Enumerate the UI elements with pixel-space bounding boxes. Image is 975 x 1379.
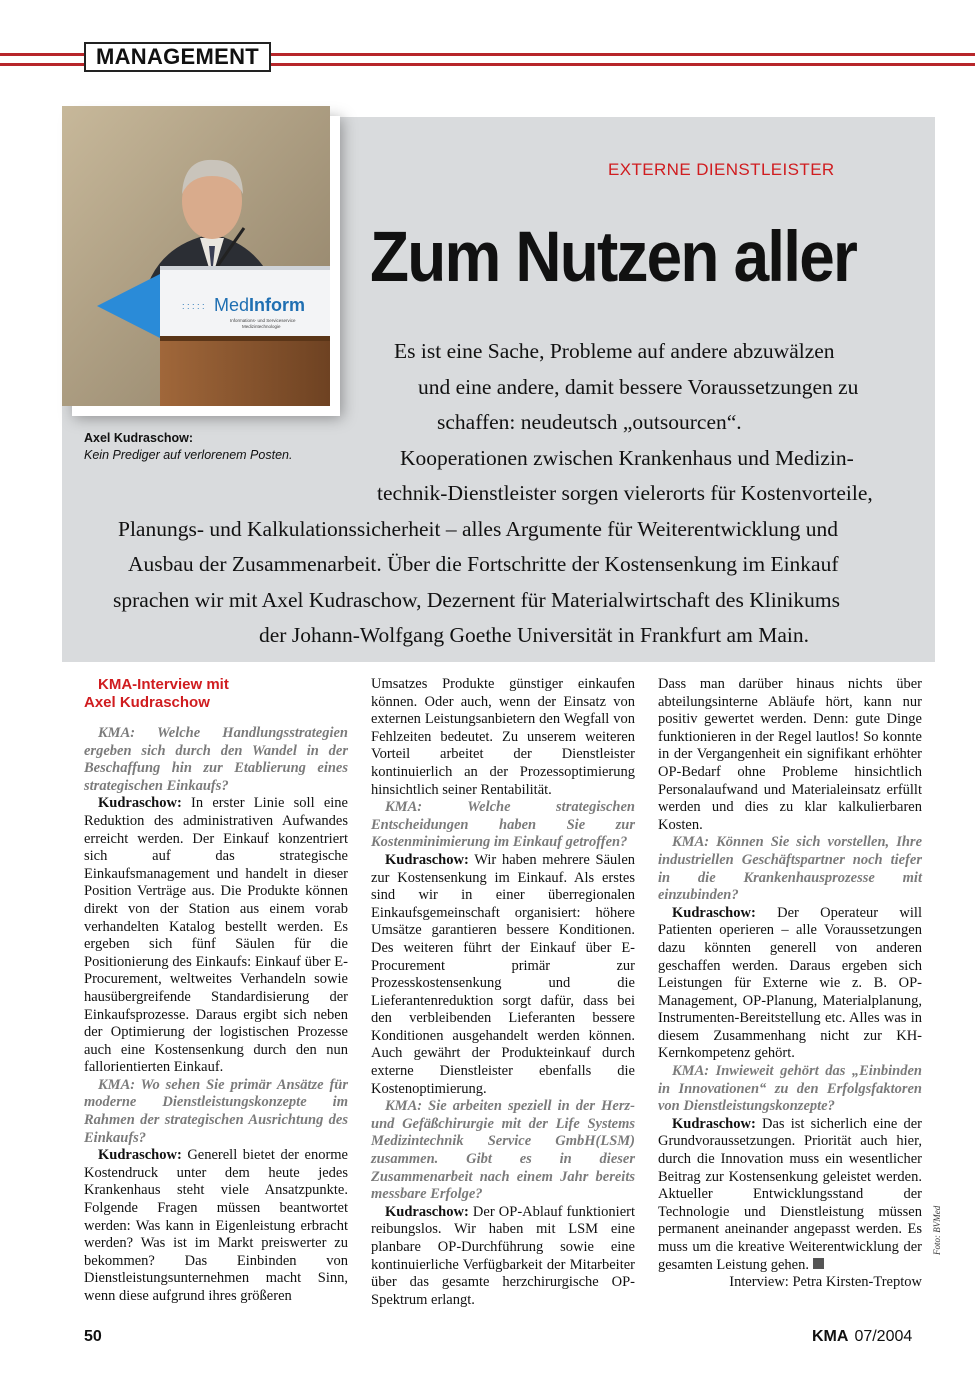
header-rule-right [271,53,975,56]
caption-name: Axel Kudraschow: [84,431,194,445]
answer-text: Der OP-Ablauf funktioniert reibungslos. Wir haben mit LSM eine planbare OP-Durchführung sowie eine kontinuierliche Verfügbarkeit der Mitarbeiter über das gesamte herzchirurgische OP-Spektrum erlangt. [371,1203,635,1308]
answer-text: Generell bietet der enorme Kostendruck unter dem heute jedes Krankenhaus steht viele Ansatzpunkte. Folgende Fragen müssen beantwortet werden: Was kann in Eigenleistung erbracht werden? Was ist im Markt preiswerter zu bekommen? Das Einbinden von Dienstleistungsunternehmen macht Sinn, wenn diese aufgrund ihres größeren [84,1147,348,1304]
speaker-name: Kudraschow: [672,904,756,921]
answer [371,852,635,1098]
caption-text: Kein Prediger auf verlorenem Posten. [84,448,293,462]
answer-text: Wir haben mehrere Säulen zur Kostensenkung im Einkauf. Als erstes sind wir in einer überregionalen Einkaufsgemeinschaft organisiert: höhere Umsätze garantieren bessere Konditionen. Des weiteren führt der Einkauf über E-Procurement primär zur Prozesskostensenkung und die Lieferantenreduktion sorgt dafür, dass bei den verbleibenden Lieferanten bessere Konditionen ausgehandelt werden können. Auch gewährt der Produkteinkauf durch externe Dienstleister ebenfalls die Kostenoptimierung. [371,851,635,1097]
page-number: 50 [84,1328,102,1345]
answer-text: Das ist sicherlich eine der Grundvoraussetzungen. Priorität auch hier, durch die Innovation muss ein wesentlicher Beitrag zur Kostensenkung geleistet werden. Aktueller Entwicklungsstand der Technologie und Dienstleistung müssen permanent aneinander angepasst werden. Es muss um die kreative Weiterentwicklung der gesamten Leistung gehen. [658,1115,922,1273]
answer-continued: Umsatzes Produkte günstiger einkaufen können. Oder auch, wenn der Einsatz von externen Leistungsanbietern den Wegfall von Fehlzeiten bedeutet. Zu unserem weiteren Vorteil arbeitet der Dienstleister kontinuierlich an der Prozessoptimierung hinsichtlich seiner Rentabilität. [371,676,635,798]
issue-date: 07/2004 [854,1328,913,1345]
photo-credit: Foto: BVMed [932,1205,942,1255]
answer [371,1204,635,1310]
interview-heading [84,676,348,711]
sign-tagline-2: Medizintechnologie [242,324,281,329]
lead-line: technik-Dienstleister sorgen vielerorts für Kostenvorteile, [377,481,873,505]
sign-inform: Inform [249,295,305,315]
speaker-name: Kudraschow: [98,1147,182,1164]
header-rule-right-2 [271,63,975,66]
interview-heading-line: KMA-Interview mit [98,676,229,693]
answer [84,1147,348,1305]
text-column-2 [371,676,635,1309]
article-headline: Zum Nutzen aller [370,218,857,297]
speaker-name: Kudraschow: [385,851,469,868]
text-column-1 [84,676,348,1306]
footer-issue [812,1328,912,1346]
answer [658,905,922,1063]
header-rule-left [0,53,84,56]
question: KMA: Welche strategischen Entscheidungen haben Sie zur Kostenminimierung im Einkauf getroffen? [371,799,635,851]
answer-text: Der Operateur will Patienten operieren – alle Voraussetzungen dazu könnten generell von anderen geschaffen werden. Daraus ergeben sich Leistungen für Externe wie z. B. OP-Management, OP-Planung, Materialplanung, Instrumenten-Bereitstellung etc. Alles was in diesem Zusammenhang nicht zur KH-Kernkompetenz gehört. [658,904,922,1062]
lead-line: Es ist eine Sache, Probleme auf andere abzuwälzen [394,339,835,363]
lead-line: schaffen: neudeutsch „outsourcen“. [437,410,742,434]
answer [658,1116,922,1274]
section-label: MANAGEMENT [84,42,271,72]
lead-line: Ausbau der Zusammenarbeit. Über die Fortschritte der Kostensenkung im Einkauf [128,552,839,576]
interview-heading-line: Axel Kudraschow [84,693,210,711]
answer-text: In erster Linie soll eine Reduktion des administrativen Aufwandes erreicht werden. Der Einkauf konzentriert sich auf das strategische Einkaufsmanagement und handelt in dieser Position Verträge aus. Die Produkte können direkt von der Station aus einem vorab verhandelten Katalog bestellt werden. Es ergeben sich fünf Säulen für die Positionierung des Einkaufs: Einkauf über E-Procurement, weltweites Verhandeln sowie hausübergreifende Standardisierung der Einkaufsprozesse. Daraus ergibt sich neben der Optimierung der logistischen Prozesse auch eine Kostensenkung durch den nun fallorientierten Einkauf. [84,795,348,1076]
sign-med: Med [214,295,250,315]
header-rule-left-2 [0,63,84,66]
sign-tagline-1: Informations- und Serviceservice [230,318,296,323]
speaker-name: Kudraschow: [98,795,182,812]
article-lead [62,334,935,654]
answer-continued: Dass man darüber hinaus nichts über abteilungsinterne Abläufe hört, kann nur positiv gewertet werden. Denn: gute Dinge funktionieren in der Regel lautlos! So konnte in der Vergangenheit ein signifikant erhöhter OP-Bedarf ohne Probleme hinsichtlich Personalaufwand und Materialeinsatz erfüllt werden und dies zu klar kalkulierbaren Kosten. [658,676,922,833]
speaker-name: Kudraschow: [385,1203,469,1220]
answer [84,795,348,1077]
question: KMA: Können Sie sich vorstellen, Ihre industriellen Geschäftspartner noch tiefer in die Krankenhausprozesse mit einzubinden? [658,834,922,904]
speaker-name: Kudraschow: [672,1115,756,1132]
text-column-3 [658,676,922,1292]
question: KMA: Inwieweit gehört das „Einbinden in Innovationen“ zu den Erfolgsfaktoren von Dienstleistungskonzepte? [658,1063,922,1115]
question: KMA: Welche Handlungsstrategien ergeben sich durch den Wandel in der Beschaffung hin zur Etablierung eines strategischen Einkaufs? [84,725,348,794]
article-kicker: EXTERNE DIENSTLEISTER [608,160,835,179]
lead-line: sprachen wir mit Axel Kudraschow, Dezernent für Materialwirtschaft des Klinikums [113,587,841,612]
lead-line: und eine andere, damit bessere Voraussetzungen zu [418,374,859,399]
lead-line: der Johann-Wolfgang Goethe Universität in Frankfurt am Main. [259,623,809,647]
svg-text:: : : : :: : : : : : [182,301,205,311]
lead-line: Kooperationen zwischen Krankenhaus und Medizin- [400,445,854,470]
question: KMA: Sie arbeiten speziell in der Herz- und Gefäßchirurgie mit der Life Systems Medizintechnik Service GmbH(LSM) zusammen. Gibt es in dieser Zusammenarbeit nach einem Jahr bereits messbare Erfolge? [371,1098,635,1203]
lead-line: Planungs- und Kalkulationssicherheit – alles Argumente für Weiterentwicklung und [118,516,838,541]
end-mark-icon [813,1258,824,1269]
interview-credit: Interview: Petra Kirsten-Treptow [729,1274,922,1291]
question: KMA: Wo sehen Sie primär Ansätze für moderne Dienstleistungskonzepte im Rahmen der strategischen Ausrichtung des Einkaufs? [84,1076,348,1146]
magazine-name: KMA [812,1328,849,1345]
